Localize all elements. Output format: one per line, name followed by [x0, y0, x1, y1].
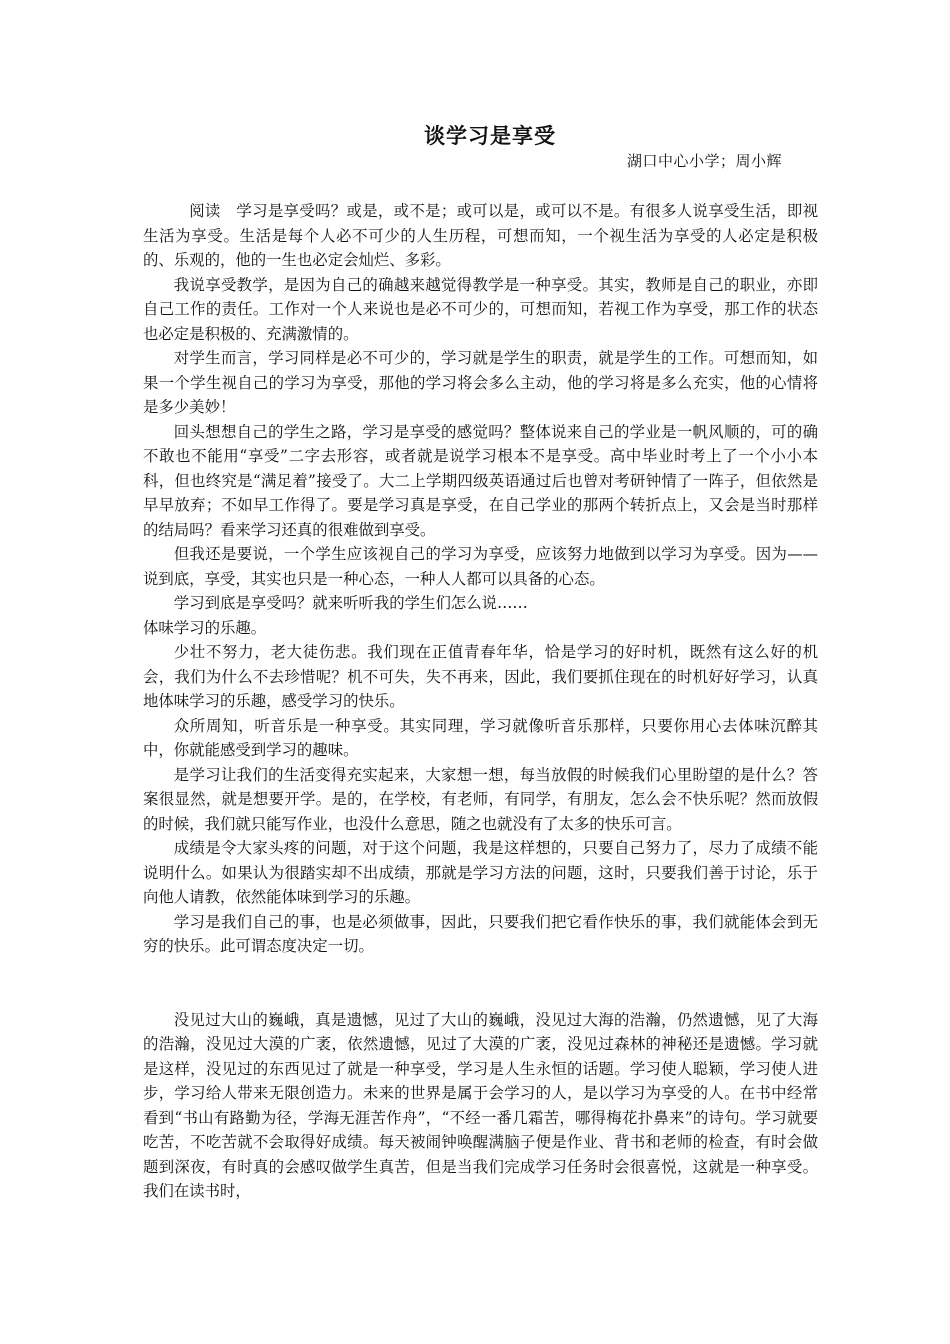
body-paragraph: 学习到底是享受吗？就来听听我的学生们怎么说…… [173, 594, 528, 612]
body-paragraph: 成绩是令大家头疼的问题，对于这个问题，我是这样想的，只要自己努力了，尽力了成绩不能说明什么。如果认为很踏实却不出成绩，那就是学习方法的问题，这时，只要我们善于讨论，乐于向他人请教，依然能体味到学习的乐趣。 [143, 839, 818, 906]
body-paragraph: 众所周知，听音乐是一种享受。其实同理，学习就像听音乐那样，只要你用心去体味沉醉其中，你就能感受到学习的趣味。 [143, 716, 818, 759]
body-paragraph: 我说享受教学，是因为自己的确越来越觉得教学是一种享受。其实，教师是自己的职业，亦即自己工作的责任。工作对一个人来说也是必不可少的，可想而知，若视工作为享受，那工作的状态也必定是积极的、充满激情的。 [143, 275, 818, 343]
body-paragraph: 是学习让我们的生活变得充实起来，大家想一想，每当放假的时候我们心里盼望的是什么？答案很显然，就是想要开学。是的，在学校，有老师，有同学，有朋友，怎么会不快乐呢？然而放假的时候，我们就只能写作业，也没什么意思，随之也就没有了太多的快乐可言。 [143, 765, 818, 833]
body-paragraph: 少壮不努力，老大徒伤悲。我们现在正值青春年华，恰是学习的好时机，既然有这么好的机会，我们为什么不去珍惜呢？机不可失，失不再来，因此，我们要抓住现在的时机好好学习，认真地体味学习的乐趣，感受学习的快乐。 [143, 643, 818, 710]
body-paragraph: 阅读 学习是享受吗？或是，或不是；或可以是，或可以不是。有很多人说享受生活，即视生活为享受。生活是每个人必不可少的人生历程，可想而知，一个视生活为享受的人必定是积极的、乐观的，他的一生也必定会灿烂、多彩。 [143, 202, 818, 269]
document-title: 谈学习是享受 [424, 124, 556, 148]
body-paragraph: 学习是我们自己的事，也是必须做事，因此，只要我们把它看作快乐的事，我们就能体会到无穷的快乐。此可谓态度决定一切。 [143, 912, 818, 955]
section-heading: 体味学习的乐趣。 [143, 618, 267, 637]
document-author: 湖口中心小学；周小辉 [627, 152, 783, 170]
document-body [143, 199, 818, 1204]
body-paragraph: 没见过大山的巍峨，真是遗憾，见过了大山的巍峨，没见过大海的浩瀚，仍然遗憾，见了大海的浩瀚，没见过大漠的广袤，依然遗憾，见过了大漠的广袤，没见过森林的神秘还是遗憾。学习就是这样，没见过的东西见过了就是一种享受，学习是人生永恒的话题。学习使人聪颖，学习使人进步，学习给人带来无限创造力。未来的世界是属于会学习的人，是以学习为享受的人。在书中经常看到“书山有路勤为径，学海无涯苦作舟”，“不经一番几霜苦，哪得梅花扑鼻来”的诗句。学习就要吃苦，不吃苦就不会取得好成绩。每天被闹钟唤醒满脑子便是作业、背书和老师的检查，有时会做题到深夜，有时真的会感叹做学生真苦，但是当我们完成学习任务时会很喜悦，这就是一种享受。我们在读书时， [143, 1010, 818, 1200]
body-paragraph: 但我还是要说，一个学生应该视自己的学习为享受，应该努力地做到以学习为享受。因为——说到底，享受，其实也只是一种心态，一种人人都可以具备的心态。 [143, 545, 818, 588]
body-paragraph: 对学生而言，学习同样是必不可少的，学习就是学生的职责，就是学生的工作。可想而知，如果一个学生视自己的学习为享受，那他的学习将会多么主动，他的学习将是多么充实，他的心情将是多少美妙！ [143, 349, 818, 416]
paragraph-gap [143, 959, 818, 1008]
body-paragraph: 回头想想自己的学生之路，学习是享受的感觉吗？整体说来自己的学业是一帆风顺的，可的确不敢也不能用“享受”二字去形容，或者就是说学习根本不是享受。高中毕业时考上了一个小小本科，但也终究是“满足着”接受了。大二上学期四级英语通过后也曾对考研钟情了一阵子，但依然是早早放弃；不如早工作得了。要是学习真是享受，在自己学业的那两个转折点上，又会是当时那样的结局吗？看来学习还真的很难做到享受。 [143, 422, 818, 539]
